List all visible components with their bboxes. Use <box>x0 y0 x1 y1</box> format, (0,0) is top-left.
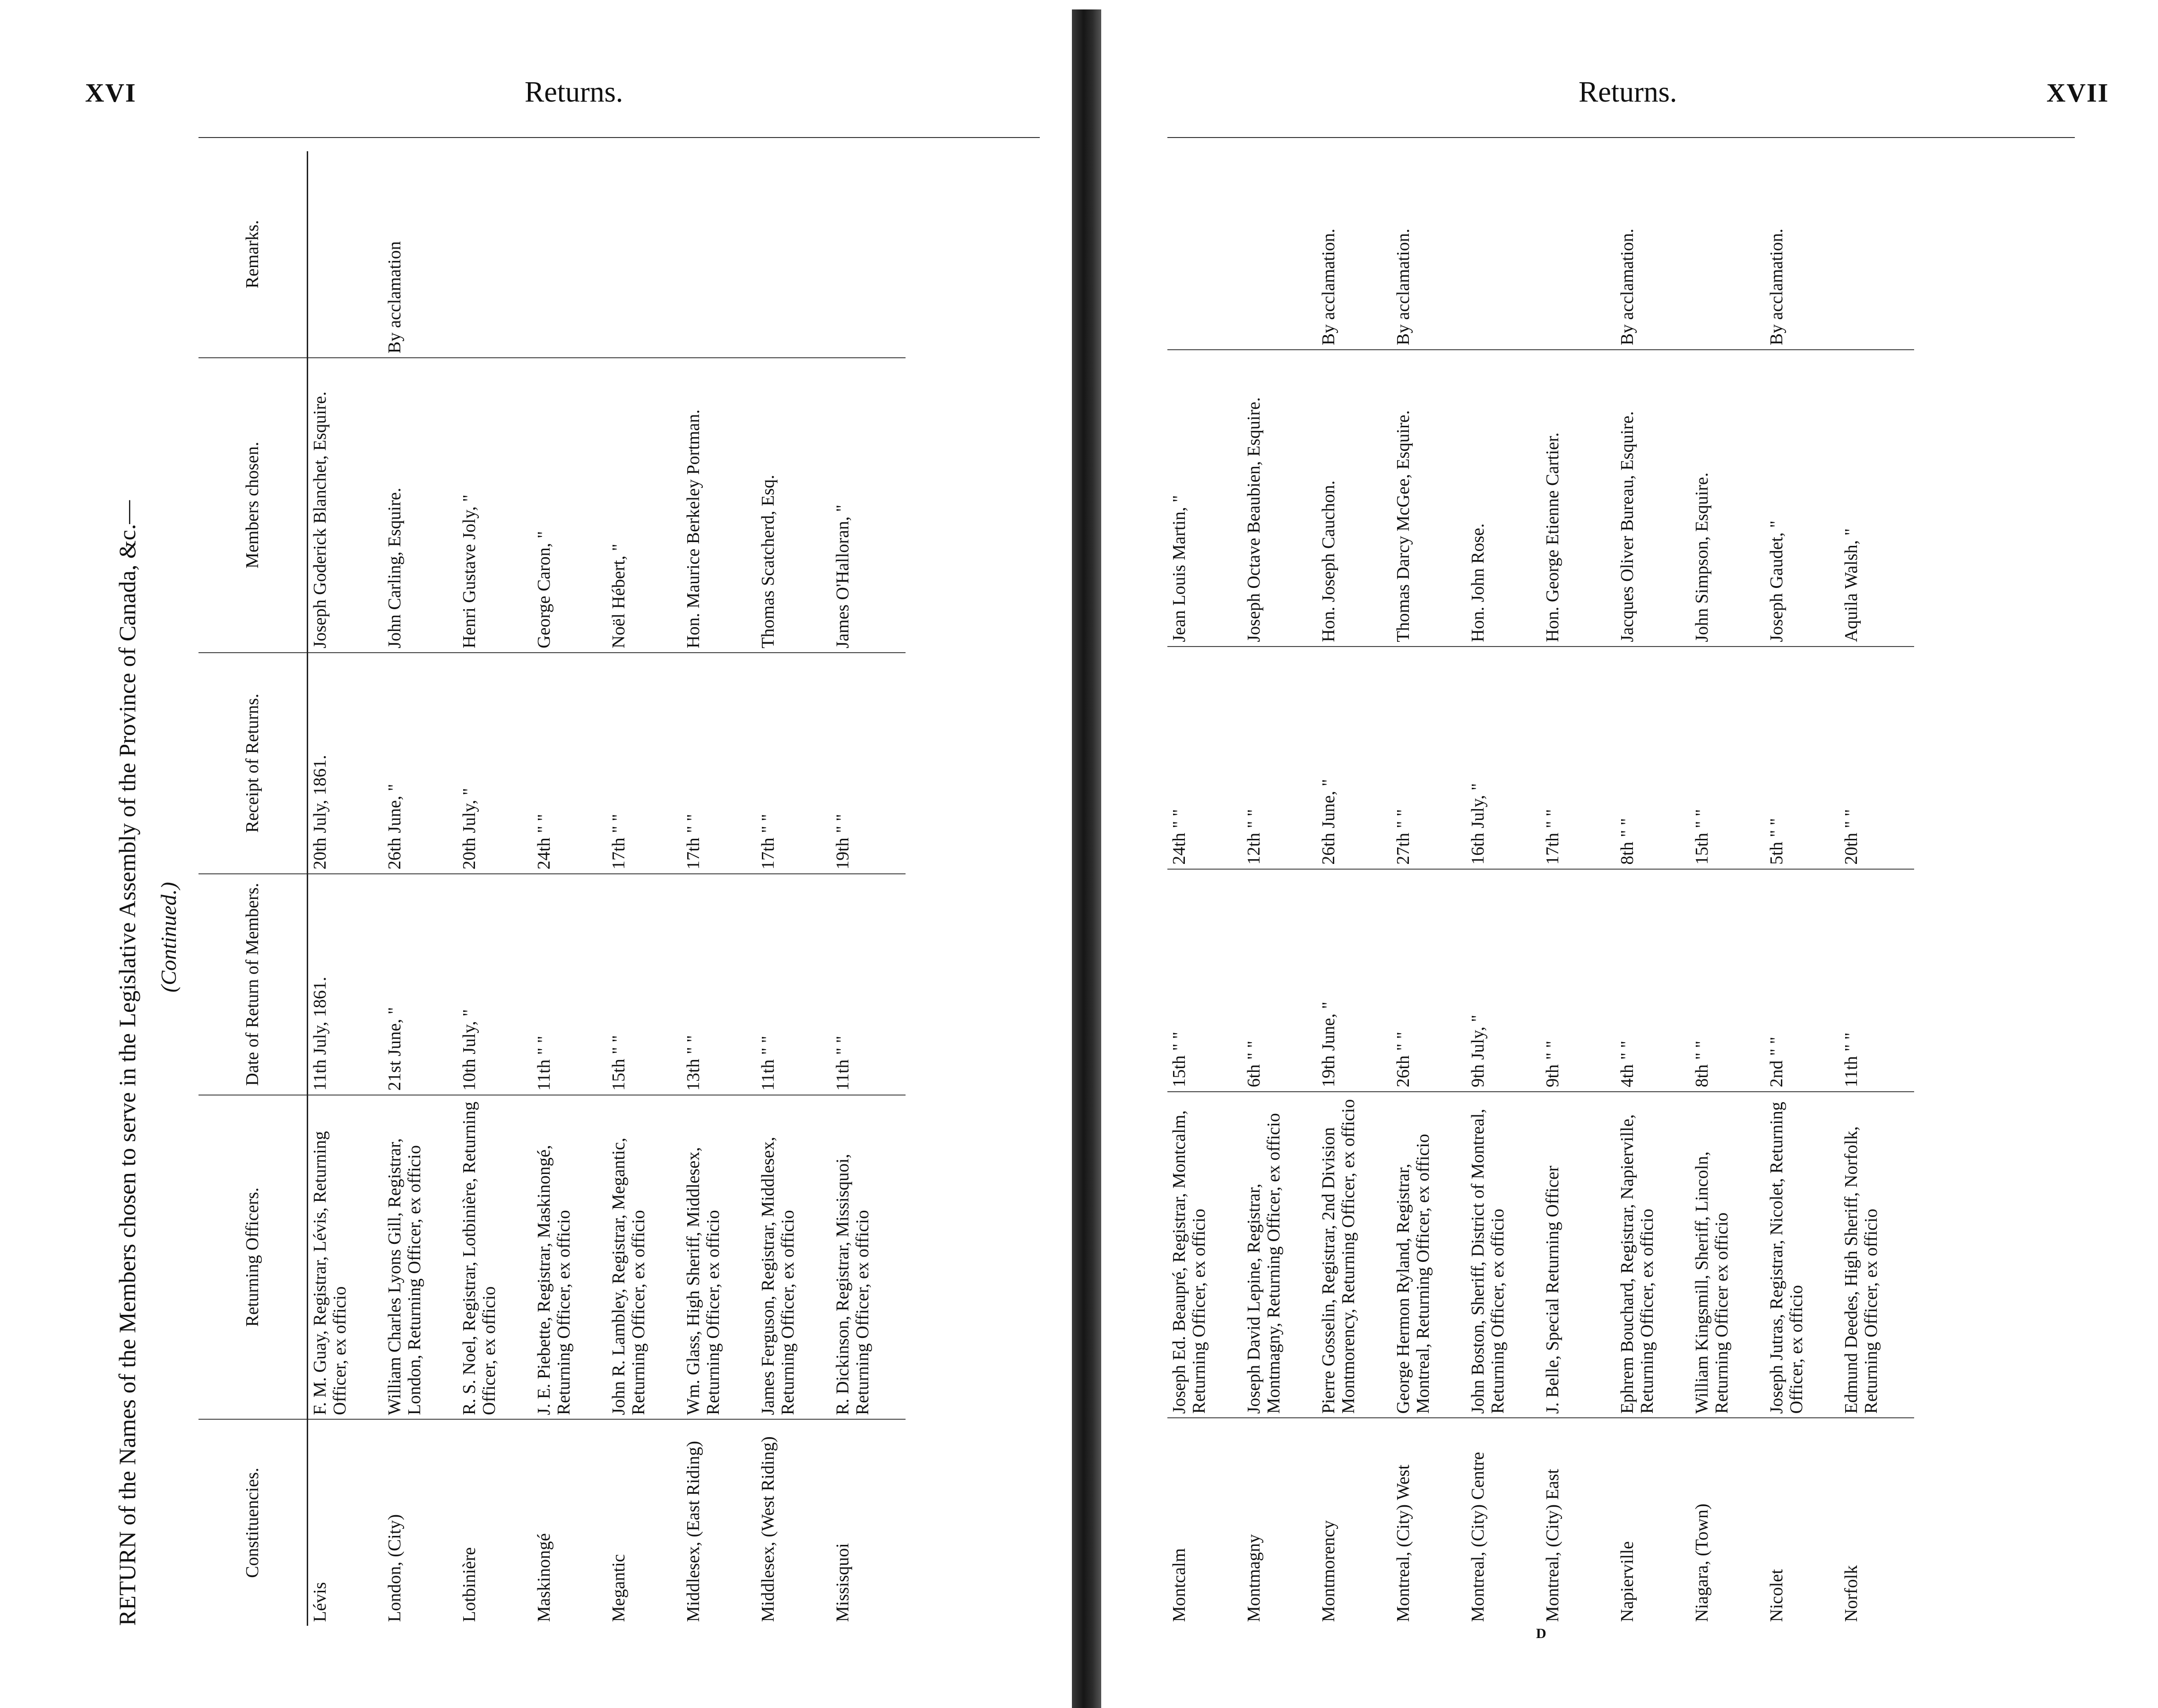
page-gutter <box>1072 9 1101 1708</box>
right-running-head: Returns. <box>1579 76 1677 108</box>
cell-returning-officer: Joseph Jutras, Registrar, Nicolet, Returning Officer, ex officio <box>1765 1092 1839 1418</box>
cell-constituency: Montmorency <box>1319 1520 1338 1622</box>
cell-returning-officer: J. E. Piebette, Registrar, Maskinongé, Returning Officer, ex officio <box>532 1095 607 1419</box>
cell-date-of-return: 15th " " <box>1167 869 1242 1092</box>
cell-date-of-return: 21st June, " <box>383 874 457 1095</box>
cell-receipt-of-return: 19th " " <box>831 653 906 874</box>
cell-constituency: Middlesex, (West Riding) <box>758 1436 778 1622</box>
cell-remarks <box>607 151 682 358</box>
table-row <box>1391 142 1466 1626</box>
cell-member-chosen: Joseph Gaudet, " <box>1765 350 1839 647</box>
left-running-head: Returns. <box>525 76 623 108</box>
cell-date-of-return: 13th " " <box>682 874 756 1095</box>
left-table-wrapper <box>199 151 1040 1626</box>
cell-returning-officer: Joseph Ed. Beaupré, Registrar, Montcalm, Returning Officer, ex officio <box>1167 1092 1242 1418</box>
left-folio: XVI <box>85 78 137 108</box>
cell-member-chosen: George Caron, " <box>532 358 607 653</box>
cell-date-of-return: 26th " " <box>1391 869 1466 1092</box>
cell-date-of-return: 2nd " " <box>1765 869 1839 1092</box>
cell-constituency: Montreal, (City) East <box>1543 1469 1562 1622</box>
right-table-wrapper <box>1167 142 2075 1626</box>
cell-remarks <box>682 151 756 358</box>
cell-constituency: London, (City) <box>384 1514 405 1622</box>
cell-constituency: Napierville <box>1617 1541 1637 1622</box>
table-row <box>1541 142 1615 1626</box>
table-row <box>1317 142 1391 1626</box>
cell-constituency: Nicolet <box>1767 1569 1787 1622</box>
cell-remarks <box>457 151 532 358</box>
cell-date-of-return: 19th June, " <box>1317 869 1391 1092</box>
cell-member-chosen: Hon. George Etienne Cartier. <box>1541 350 1615 647</box>
table-row <box>307 151 383 1626</box>
right-returns-table <box>1167 142 1914 1626</box>
table-row <box>1167 142 1242 1626</box>
table-row <box>457 151 532 1626</box>
cell-date-of-return: 11th " " <box>1839 869 1914 1092</box>
cell-remarks <box>1839 142 1914 350</box>
cell-constituency: Montmagny <box>1244 1534 1264 1622</box>
cell-receipt-of-return: 17th " " <box>1541 647 1615 869</box>
cell-member-chosen: Hon. Joseph Cauchon. <box>1317 350 1391 647</box>
right-folio: XVII <box>2046 78 2109 108</box>
cell-returning-officer: John Boston, Sheriff, District of Montreal, Returning Officer, ex officio <box>1466 1092 1541 1418</box>
header-returning-officers: Returning Officers. <box>199 1095 307 1419</box>
cell-returning-officer: John R. Lambley, Registrar, Megantic, Returning Officer, ex officio <box>607 1095 682 1419</box>
cell-remarks: By acclamation. <box>1391 142 1466 350</box>
cell-returning-officer: Edmund Deedes, High Sheriff, Norfolk, Returning Officer, ex officio <box>1839 1092 1914 1418</box>
cell-remarks <box>1541 142 1615 350</box>
cell-receipt-of-return: 24th " " <box>1167 647 1242 869</box>
cell-remarks: By acclamation. <box>1765 142 1839 350</box>
cell-receipt-of-return: 17th " " <box>756 653 831 874</box>
cell-constituency: Norfolk <box>1841 1565 1861 1622</box>
cell-constituency: Maskinongé <box>534 1533 554 1622</box>
cell-member-chosen: Joseph Goderick Blanchet, Esquire. <box>307 358 383 653</box>
cell-remarks <box>532 151 607 358</box>
cell-receipt-of-return: 12th " " <box>1242 647 1317 869</box>
cell-member-chosen: Jacques Oliver Bureau, Esquire. <box>1615 350 1690 647</box>
table-row <box>1765 142 1839 1626</box>
cell-constituency: Megantic <box>608 1554 629 1622</box>
header-members-chosen: Members chosen. <box>199 358 307 653</box>
cell-constituency: Middlesex, (East Riding) <box>683 1441 703 1622</box>
table-row <box>607 151 682 1626</box>
cell-receipt-of-return: 26th June, " <box>383 653 457 874</box>
cell-receipt-of-return: 20th July, " <box>457 653 532 874</box>
right-top-rule <box>1167 137 2075 138</box>
left-page <box>0 0 1072 1708</box>
cell-receipt-of-return: 26th June, " <box>1317 647 1391 869</box>
cell-remarks <box>307 151 383 358</box>
table-caption: RETURN of the Names of the Members chosen to serve in the Legislative Assembly of the Province of Canada, &c.— <box>114 500 140 1626</box>
cell-member-chosen: Aquila Walsh, " <box>1839 350 1914 647</box>
cell-member-chosen: James O'Halloran, " <box>831 358 906 653</box>
signature-mark: D <box>1536 1626 1546 1641</box>
cell-remarks <box>756 151 831 358</box>
table-row <box>1690 142 1765 1626</box>
cell-date-of-return: 6th " " <box>1242 869 1317 1092</box>
cell-receipt-of-return: 15th " " <box>1690 647 1765 869</box>
cell-receipt-of-return: 17th " " <box>607 653 682 874</box>
cell-returning-officer: George Hermon Ryland, Registrar, Montreal, Returning Officer, ex officio <box>1391 1092 1466 1418</box>
cell-constituency: Montcalm <box>1169 1548 1189 1622</box>
cell-member-chosen: Joseph Octave Beaubien, Esquire. <box>1242 350 1317 647</box>
cell-date-of-return: 8th " " <box>1690 869 1765 1092</box>
cell-member-chosen: John Simpson, Esquire. <box>1690 350 1765 647</box>
cell-receipt-of-return: 27th " " <box>1391 647 1466 869</box>
cell-date-of-return: 11th " " <box>831 874 906 1095</box>
table-row <box>682 151 756 1626</box>
cell-receipt-of-return: 17th " " <box>682 653 756 874</box>
cell-returning-officer: Pierre Gosselin, Registrar, 2nd Division Montmorency, Returning Officer, ex officio <box>1317 1092 1391 1418</box>
cell-remarks <box>1466 142 1541 350</box>
cell-date-of-return: 10th July, " <box>457 874 532 1095</box>
cell-returning-officer: Ephrem Bouchard, Registrar, Napierville, Returning Officer, ex officio <box>1615 1092 1690 1418</box>
cell-receipt-of-return: 24th " " <box>532 653 607 874</box>
table-row <box>383 151 457 1626</box>
cell-member-chosen: Hon. John Rose. <box>1466 350 1541 647</box>
cell-remarks: By acclamation <box>383 151 457 358</box>
table-row <box>756 151 831 1626</box>
right-page <box>1101 0 2158 1708</box>
table-row <box>532 151 607 1626</box>
cell-date-of-return: 9th " " <box>1541 869 1615 1092</box>
cell-returning-officer: F. M. Guay, Registrar, Lévis, Returning Officer, ex officio <box>307 1095 383 1419</box>
cell-remarks: By acclamation. <box>1615 142 1690 350</box>
left-returns-table <box>199 151 906 1626</box>
cell-receipt-of-return: 8th " " <box>1615 647 1690 869</box>
left-table-body <box>307 151 906 1626</box>
table-row <box>1615 142 1690 1626</box>
cell-returning-officer: William Kingsmill, Sheriff, Lincoln, Returning Officer ex officio <box>1690 1092 1765 1418</box>
caption-continued: (Continued.) <box>156 882 181 992</box>
cell-date-of-return: 11th " " <box>756 874 831 1095</box>
header-receipt: Receipt of Returns. <box>199 653 307 874</box>
cell-returning-officer: J. Belle, Special Returning Officer <box>1541 1092 1615 1418</box>
cell-returning-officer: R. Dickinson, Registrar, Missisquoi, Returning Officer, ex officio <box>831 1095 906 1419</box>
cell-member-chosen: Jean Louis Martin, " <box>1167 350 1242 647</box>
right-table-body <box>1167 142 1914 1626</box>
cell-remarks <box>831 151 906 358</box>
cell-remarks <box>1167 142 1242 350</box>
cell-member-chosen: Noël Hébert, " <box>607 358 682 653</box>
cell-receipt-of-return: 16th July, " <box>1466 647 1541 869</box>
cell-returning-officer: William Charles Lyons Gill, Registrar, London, Returning Officer, ex officio <box>383 1095 457 1419</box>
cell-member-chosen: Henri Gustave Joly, " <box>457 358 532 653</box>
left-top-rule <box>199 137 1040 138</box>
cell-returning-officer: Wm. Glass, High Sheriff, Middlesex, Returning Officer, ex officio <box>682 1095 756 1419</box>
cell-receipt-of-return: 20th July, 1861. <box>307 653 383 874</box>
cell-date-of-return: 15th " " <box>607 874 682 1095</box>
cell-returning-officer: James Ferguson, Registrar, Middlesex, Returning Officer, ex officio <box>756 1095 831 1419</box>
cell-receipt-of-return: 5th " " <box>1765 647 1839 869</box>
cell-constituency: Niagara, (Town) <box>1692 1503 1712 1622</box>
cell-constituency: Montreal, (City) Centre <box>1468 1452 1488 1622</box>
table-row <box>831 151 906 1626</box>
header-date-of-return: Date of Return of Members. <box>199 874 307 1095</box>
table-row <box>1466 142 1541 1626</box>
cell-date-of-return: 11th July, 1861. <box>307 874 383 1095</box>
cell-returning-officer: Joseph David Lepine, Registrar, Montmagny, Returning Officer, ex officio <box>1242 1092 1317 1418</box>
table-row <box>1242 142 1317 1626</box>
cell-date-of-return: 9th July, " <box>1466 869 1541 1092</box>
cell-constituency: Lotbinière <box>459 1547 479 1622</box>
header-remarks: Remarks. <box>199 151 307 358</box>
cell-constituency: Missisquoi <box>832 1543 853 1622</box>
cell-date-of-return: 11th " " <box>532 874 607 1095</box>
table-row <box>1839 142 1914 1626</box>
cell-member-chosen: Hon. Maurice Berkeley Portman. <box>682 358 756 653</box>
cell-returning-officer: R. S. Noel, Registrar, Lotbinière, Returning Officer, ex officio <box>457 1095 532 1419</box>
cell-member-chosen: John Carling, Esquire. <box>383 358 457 653</box>
cell-remarks: By acclamation. <box>1317 142 1391 350</box>
cell-receipt-of-return: 20th " " <box>1839 647 1914 869</box>
cell-constituency: Lévis <box>310 1582 330 1622</box>
cell-remarks <box>1242 142 1317 350</box>
cell-member-chosen: Thomas Darcy McGee, Esquire. <box>1391 350 1466 647</box>
cell-member-chosen: Thomas Scatcherd, Esq. <box>756 358 831 653</box>
cell-remarks <box>1690 142 1765 350</box>
cell-date-of-return: 4th " " <box>1615 869 1690 1092</box>
cell-constituency: Montreal, (City) West <box>1393 1465 1413 1622</box>
header-constituencies: Constituencies. <box>199 1419 307 1626</box>
